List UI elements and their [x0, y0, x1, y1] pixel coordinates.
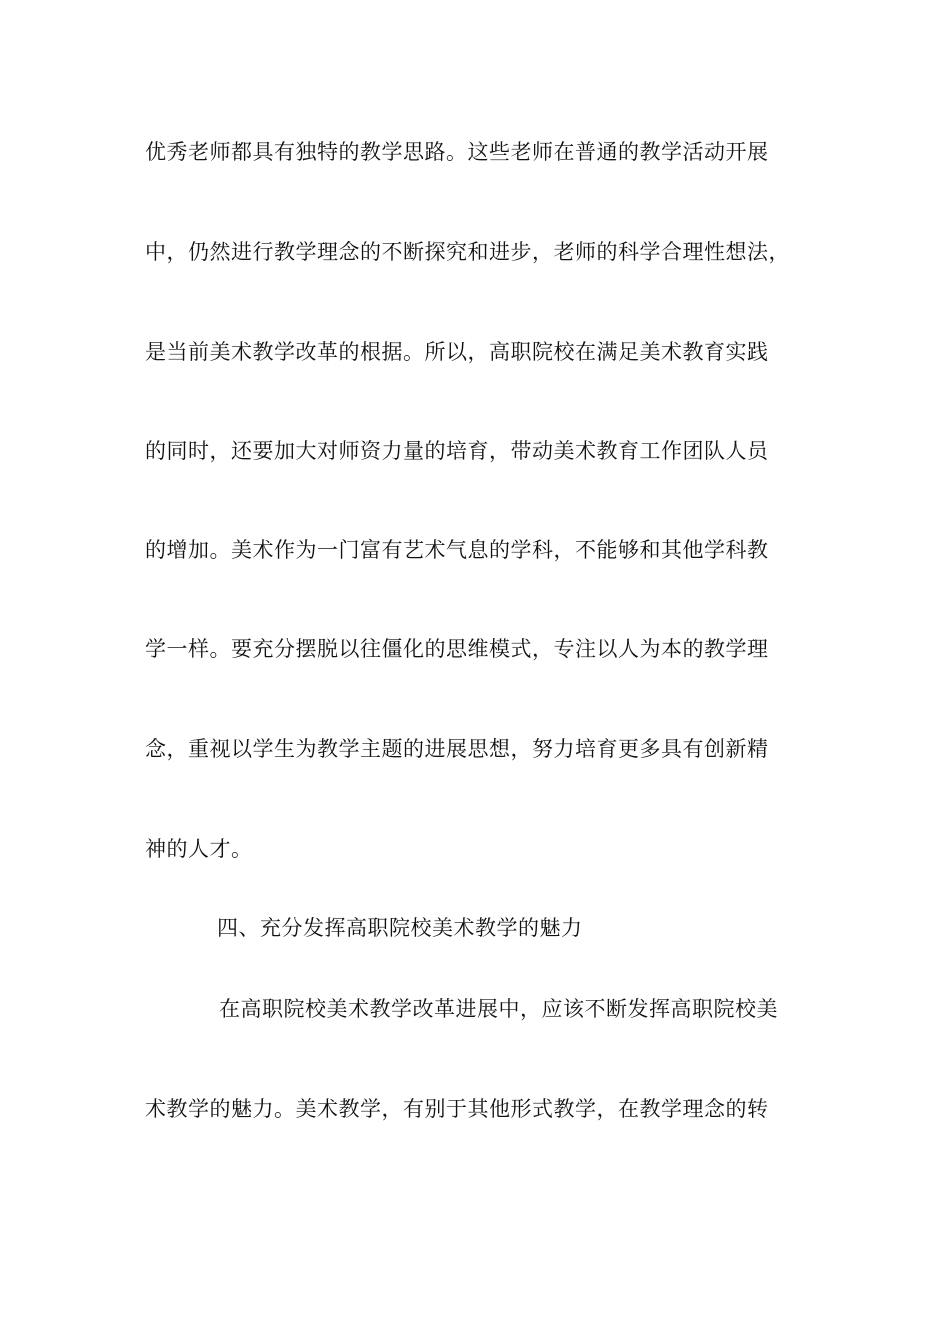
paragraph-line: 在高职院校美术教学改革进展中，应该不断发挥高职院校美: [219, 997, 778, 1021]
paragraph-line: 是当前美术教学改革的根据。所以，高职院校在满足美术教育实践: [145, 340, 769, 364]
paragraph-line: 神的人才。: [145, 837, 253, 861]
paragraph-line: 的同时，还要加大对师资力量的培育，带动美术教育工作团队人员: [145, 439, 769, 463]
paragraph-line: 术教学的魅力。美术教学，有别于其他形式教学，在教学理念的转: [145, 1097, 769, 1121]
paragraph-line: 优秀老师都具有独特的教学思路。这些老师在普通的教学活动开展: [145, 140, 769, 164]
paragraph-line: 念，重视以学生为教学主题的进展思想，努力培育更多具有创新精: [145, 737, 769, 761]
paragraph-line: 学一样。要充分摆脱以往僵化的思维模式，专注以人为本的教学理: [145, 637, 769, 661]
paragraph-line: 中，仍然进行教学理念的不断探究和进步，老师的科学合理性想法，: [145, 240, 790, 264]
section-heading: 四、充分发挥高职院校美术教学的魅力: [217, 916, 583, 940]
paragraph-line: 的增加。美术作为一门富有艺术气息的学科，不能够和其他学科教: [145, 538, 769, 562]
